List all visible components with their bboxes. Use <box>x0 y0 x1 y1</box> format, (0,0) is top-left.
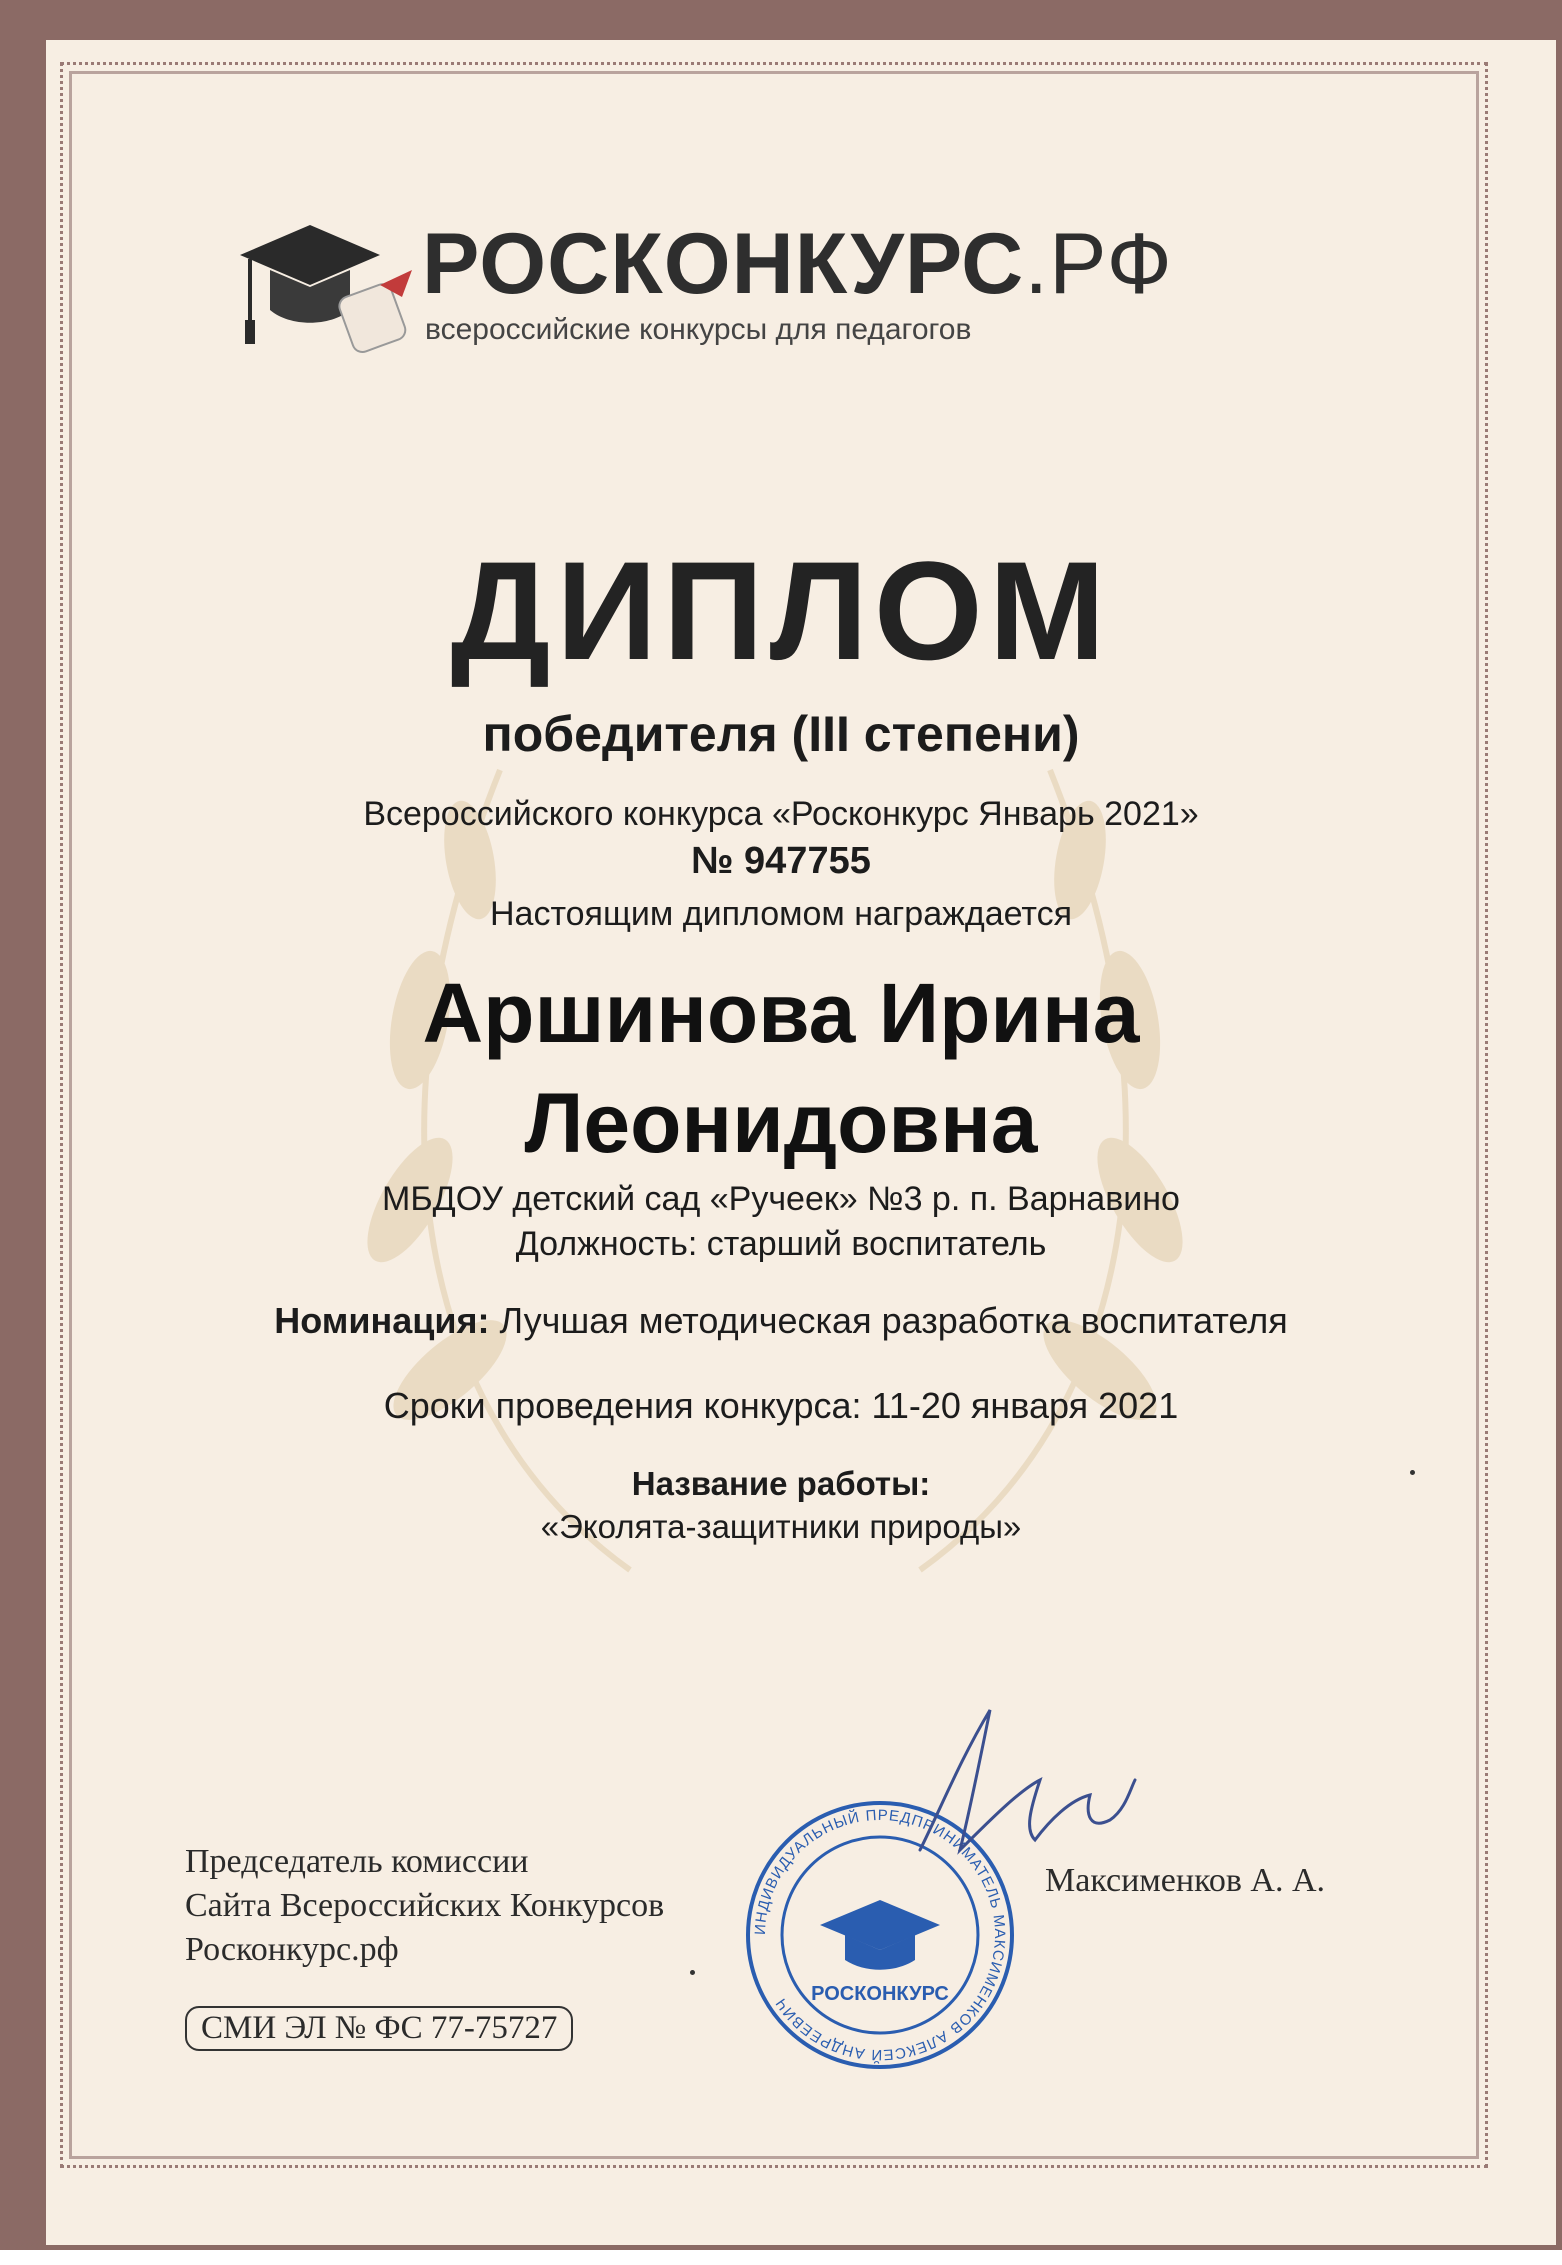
nomination-value: Лучшая методическая разработка воспитателя <box>489 1300 1288 1341</box>
media-registration-badge: СМИ ЭЛ № ФС 77-75727 <box>185 2006 573 2051</box>
contest-dates: Сроки проведения конкурса: 11-20 января 2021 <box>383 1385 1179 1426</box>
chair-line-3: Росконкурс.рф <box>185 1931 399 1968</box>
work-title-label: Название работы: <box>631 1465 931 1502</box>
logo-title: РОСКОНКУРС.РФ <box>422 216 1173 312</box>
nomination-label: Номинация: <box>274 1300 490 1341</box>
handwritten-signature <box>900 1700 1140 1870</box>
graduation-cap-icon <box>230 215 415 355</box>
work-title: «Эколята-защитники природы» <box>540 1508 1022 1545</box>
logo-title-suffix: .РФ <box>1024 216 1173 312</box>
nomination <box>0 1300 1562 1342</box>
chair-line-1: Председатель комиссии <box>185 1843 529 1880</box>
scan-speck <box>690 1970 695 1975</box>
commission-chair <box>185 1840 664 1972</box>
award-text: Настоящим дипломом награждается <box>489 895 1073 933</box>
recipient-name-line1: Аршинова Ирина <box>422 966 1140 1060</box>
diploma-number: № 947755 <box>691 840 871 882</box>
stamp-outer-text: ИНДИВИДУАЛЬНЫЙ ПРЕДПРИНИМАТЕЛЬ МАКСИМЕНКОВ АЛЕКСЕЙ АНДРЕЕВИЧ <box>751 1806 1009 2064</box>
signer-name: Максименков А. А. <box>1045 1862 1326 1899</box>
recipient-position: Должность: старший воспитатель <box>515 1225 1047 1263</box>
diploma-degree: победителя (III степени) <box>482 706 1080 762</box>
recipient-name-line2: Леонидовна <box>524 1076 1038 1170</box>
chair-line-2: Сайта Всероссийских Конкурсов <box>185 1887 665 1924</box>
recipient-organization: МБДОУ детский сад «Ручеек» №3 р. п. Варнавино <box>382 1180 1180 1218</box>
diploma-heading: ДИПЛОМ <box>450 532 1112 689</box>
scan-speck <box>1410 1470 1415 1475</box>
contest-name: Всероссийского конкурса «Росконкурс Январь 2021» <box>363 795 1199 833</box>
stamp-inner-text: РОСКОНКУРС <box>811 1983 949 2005</box>
logo-subtitle: всероссийские конкурсы для педагогов <box>425 313 972 346</box>
roskonkurs-logo <box>230 215 1173 365</box>
